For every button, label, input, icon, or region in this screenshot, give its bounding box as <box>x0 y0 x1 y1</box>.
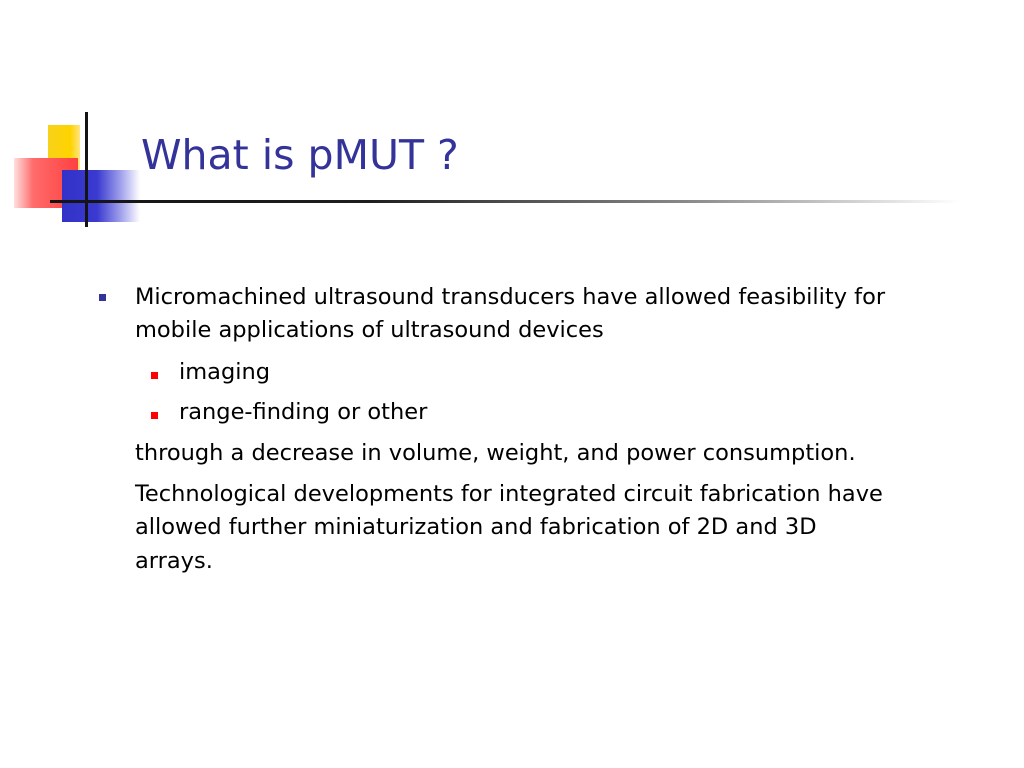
sub-bullet-range-finding: range-finding or other <box>179 399 428 425</box>
slide-title: What is pMUT ? <box>141 131 459 179</box>
continuation-paragraph-2-line-3: arrays. <box>135 548 213 574</box>
sub-bullet-imaging: imaging <box>179 359 271 385</box>
continuation-paragraph-2-line-2: allowed further miniaturization and fabrication of 2D and 3D <box>135 514 817 540</box>
continuation-paragraph-1: through a decrease in volume, weight, and power consumption. <box>135 440 856 466</box>
bullet-1-line-1: Micromachined ultrasound transducers have allowed feasibility for <box>135 284 886 310</box>
sub-bullet-square-icon <box>151 412 158 419</box>
decorative-blue-square <box>62 170 140 222</box>
sub-bullet-square-icon <box>151 372 158 379</box>
continuation-paragraph-2-line-1: Technological developments for integrated circuit fabrication have <box>135 481 883 507</box>
decorative-vertical-line <box>85 112 88 227</box>
bullet-1-line-2: mobile applications of ultrasound devices <box>135 317 604 343</box>
bullet-square-icon <box>99 294 106 301</box>
title-underline <box>50 200 960 203</box>
